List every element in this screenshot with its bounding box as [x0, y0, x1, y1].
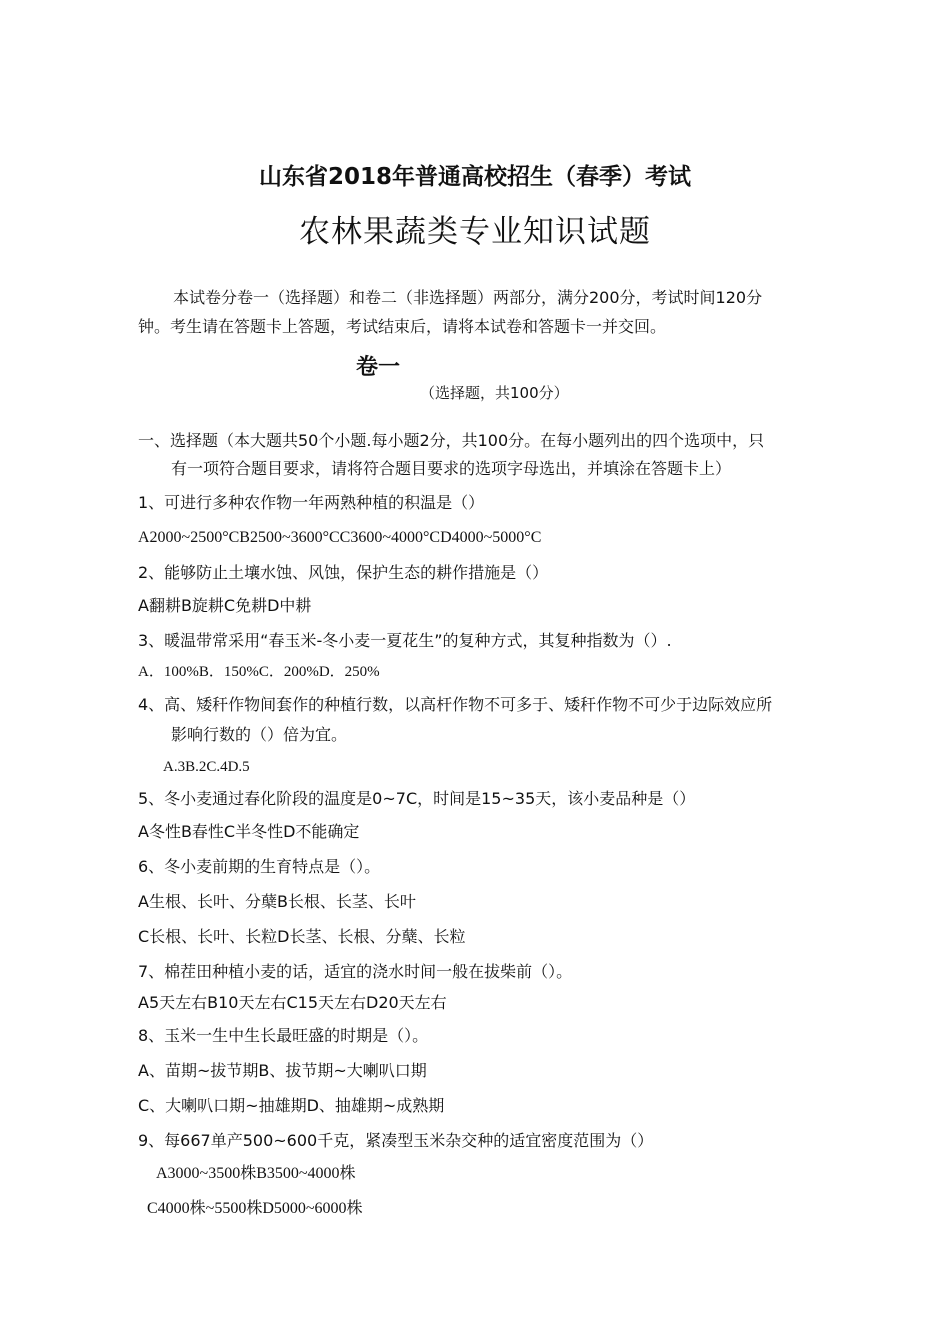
question-1: 1、可进行多种农作物一年两熟种植的积温是（）	[138, 493, 485, 512]
question-6: 6、冬小麦前期的生育特点是（）。	[138, 857, 381, 876]
question-3: 3、暖温带常采用“春玉米-冬小麦一夏花生”的复种方式，其复种指数为（）.	[138, 631, 672, 650]
exam-subject-title: 农林果蔬类专业知识试题	[299, 214, 651, 250]
intro-line-2: 钟。考生请在答题卡上答题，考试结束后，请将本试卷和答题卡一并交回。	[138, 317, 667, 336]
question-2-options: A翻耕B旋耕C免耕D中耕	[138, 596, 312, 615]
question-7-options: A5天左右B10天左右C15天左右D20天左右	[138, 993, 447, 1012]
part-title: 卷一	[356, 355, 401, 380]
question-5: 5、冬小麦通过春化阶段的温度是0~7C，时间是15~35天，该小麦品种是（）	[138, 789, 696, 808]
question-6-options-1: A生根、长叶、分蘖B长根、长茎、长叶	[138, 892, 416, 911]
question-8-options-2: C、大喇叭口期~抽雄期D、抽雄期~成熟期	[138, 1096, 445, 1115]
question-4-options: A.3B.2C.4D.5	[163, 759, 250, 775]
question-5-options: A冬性B春性C半冬性D不能确定	[138, 822, 360, 841]
question-3-options: A．100%B．150%C．200%D．250%	[138, 664, 380, 680]
question-4: 4、高、矮秆作物间套作的种植行数，以高杆作物不可多于、矮秆作物不可少于边际效应所	[138, 695, 773, 714]
exam-title: 山东省2018年普通高校招生（春季）考试	[258, 164, 691, 190]
question-1-options: A2000~2500°CB2500~3600°CC3600~4000°CD4000~5000°C	[138, 529, 542, 546]
intro-line-1: 本试卷分卷一（选择题）和卷二（非选择题）两部分，满分200分，考试时间120分	[173, 288, 763, 307]
question-4-cont: 影响行数的（）倍为宜。	[171, 725, 348, 744]
question-6-options-2: C长根、长叶、长粒D长茎、长根、分蘖、长粒	[138, 927, 466, 946]
part-subtitle: （选择题，共100分）	[420, 384, 569, 402]
question-7: 7、棉茬田种植小麦的话，适宜的浇水时间一般在拔柴前（）。	[138, 962, 573, 981]
question-9: 9、每667单产500~600千克，紧凑型玉米杂交种的适宜密度范围为（）	[138, 1131, 654, 1150]
question-8: 8、玉米一生中生长最旺盛的时期是（）。	[138, 1026, 429, 1045]
section-heading-cont: 有一项符合题目要求，请将符合题目要求的选项字母选出，并填涂在答题卡上）	[171, 459, 732, 478]
question-2: 2、能够防止土壤水蚀、风蚀，保护生态的耕作措施是（）	[138, 563, 549, 582]
question-9-options-1: A3000~3500株B3500~4000株	[156, 1165, 356, 1182]
section-heading: 一、选择题（本大题共50个小题.每小题2分，共100分。在每小题列出的四个选项中，只	[138, 431, 765, 450]
question-9-options-2: C4000株~5500株D5000~6000株	[147, 1200, 363, 1217]
question-8-options-1: A、苗期~拔节期B、拔节期~大喇叭口期	[138, 1061, 427, 1080]
